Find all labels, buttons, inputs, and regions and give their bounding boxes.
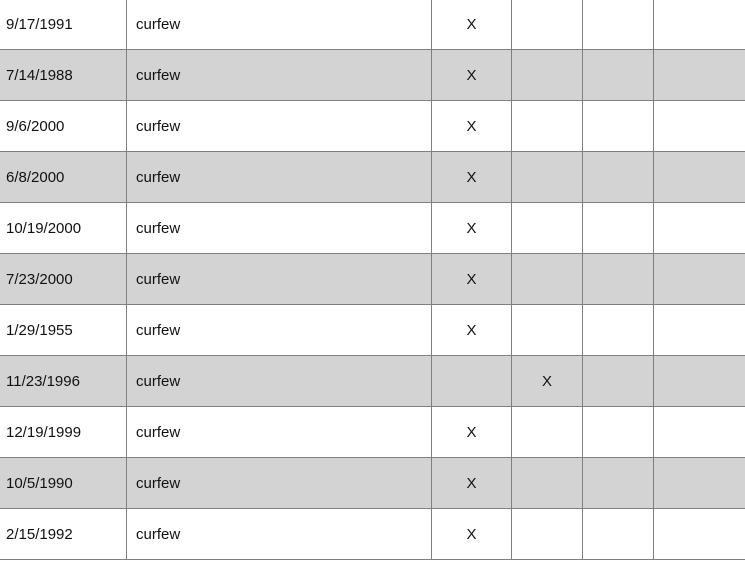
mark-cell [583,458,654,509]
mark-cell: X [432,458,512,509]
mark-cell [432,356,512,407]
mark-cell [512,305,583,356]
mark-cell [654,356,745,407]
mark-cell [583,101,654,152]
table-row [0,50,745,101]
date-cell: 10/5/1990 [0,458,127,509]
mark-cell [512,458,583,509]
mark-cell [512,0,583,50]
mark-cell [583,152,654,203]
date-cell: 10/19/2000 [0,203,127,254]
mark-cell: X [432,101,512,152]
mark-cell [583,50,654,101]
table-row [0,305,745,356]
date-cell: 7/14/1988 [0,50,127,101]
table-row [0,407,745,458]
mark-cell [654,407,745,458]
offense-cell: curfew [127,101,432,152]
mark-cell [654,50,745,101]
offense-cell: curfew [127,152,432,203]
mark-cell [583,407,654,458]
offense-cell: curfew [127,0,432,50]
date-cell: 6/8/2000 [0,152,127,203]
mark-cell: X [512,356,583,407]
offense-cell: curfew [127,203,432,254]
date-cell: 9/17/1991 [0,0,127,50]
mark-cell: X [432,152,512,203]
mark-cell [654,458,745,509]
offense-cell: curfew [127,509,432,560]
mark-cell: X [432,203,512,254]
mark-cell: X [432,407,512,458]
offense-cell: curfew [127,458,432,509]
table-row [0,254,745,305]
mark-cell [512,101,583,152]
date-cell: 9/6/2000 [0,101,127,152]
mark-cell [583,356,654,407]
mark-cell [512,254,583,305]
mark-cell [583,254,654,305]
mark-cell [654,509,745,560]
table-row [0,101,745,152]
mark-cell: X [432,305,512,356]
mark-cell [654,152,745,203]
mark-cell: X [432,50,512,101]
offense-cell: curfew [127,50,432,101]
offense-cell: curfew [127,254,432,305]
date-cell: 11/23/1996 [0,356,127,407]
mark-cell [583,509,654,560]
mark-cell [583,0,654,50]
mark-cell [512,50,583,101]
table-row [0,203,745,254]
mark-cell [654,254,745,305]
offense-cell: curfew [127,407,432,458]
mark-cell [654,101,745,152]
mark-cell: X [432,509,512,560]
mark-cell [583,203,654,254]
table-row [0,0,745,50]
mark-cell [654,0,745,50]
table-row [0,356,745,407]
table-row [0,152,745,203]
mark-cell [512,407,583,458]
mark-cell [654,203,745,254]
mark-cell [512,203,583,254]
table-row [0,458,745,509]
offense-cell: curfew [127,356,432,407]
mark-cell [654,305,745,356]
date-cell: 2/15/1992 [0,509,127,560]
mark-cell [512,152,583,203]
mark-cell [512,509,583,560]
date-cell: 12/19/1999 [0,407,127,458]
offense-cell: curfew [127,305,432,356]
table-row [0,509,745,560]
mark-cell: X [432,0,512,50]
mark-cell: X [432,254,512,305]
mark-cell [583,305,654,356]
date-cell: 1/29/1955 [0,305,127,356]
date-cell: 7/23/2000 [0,254,127,305]
